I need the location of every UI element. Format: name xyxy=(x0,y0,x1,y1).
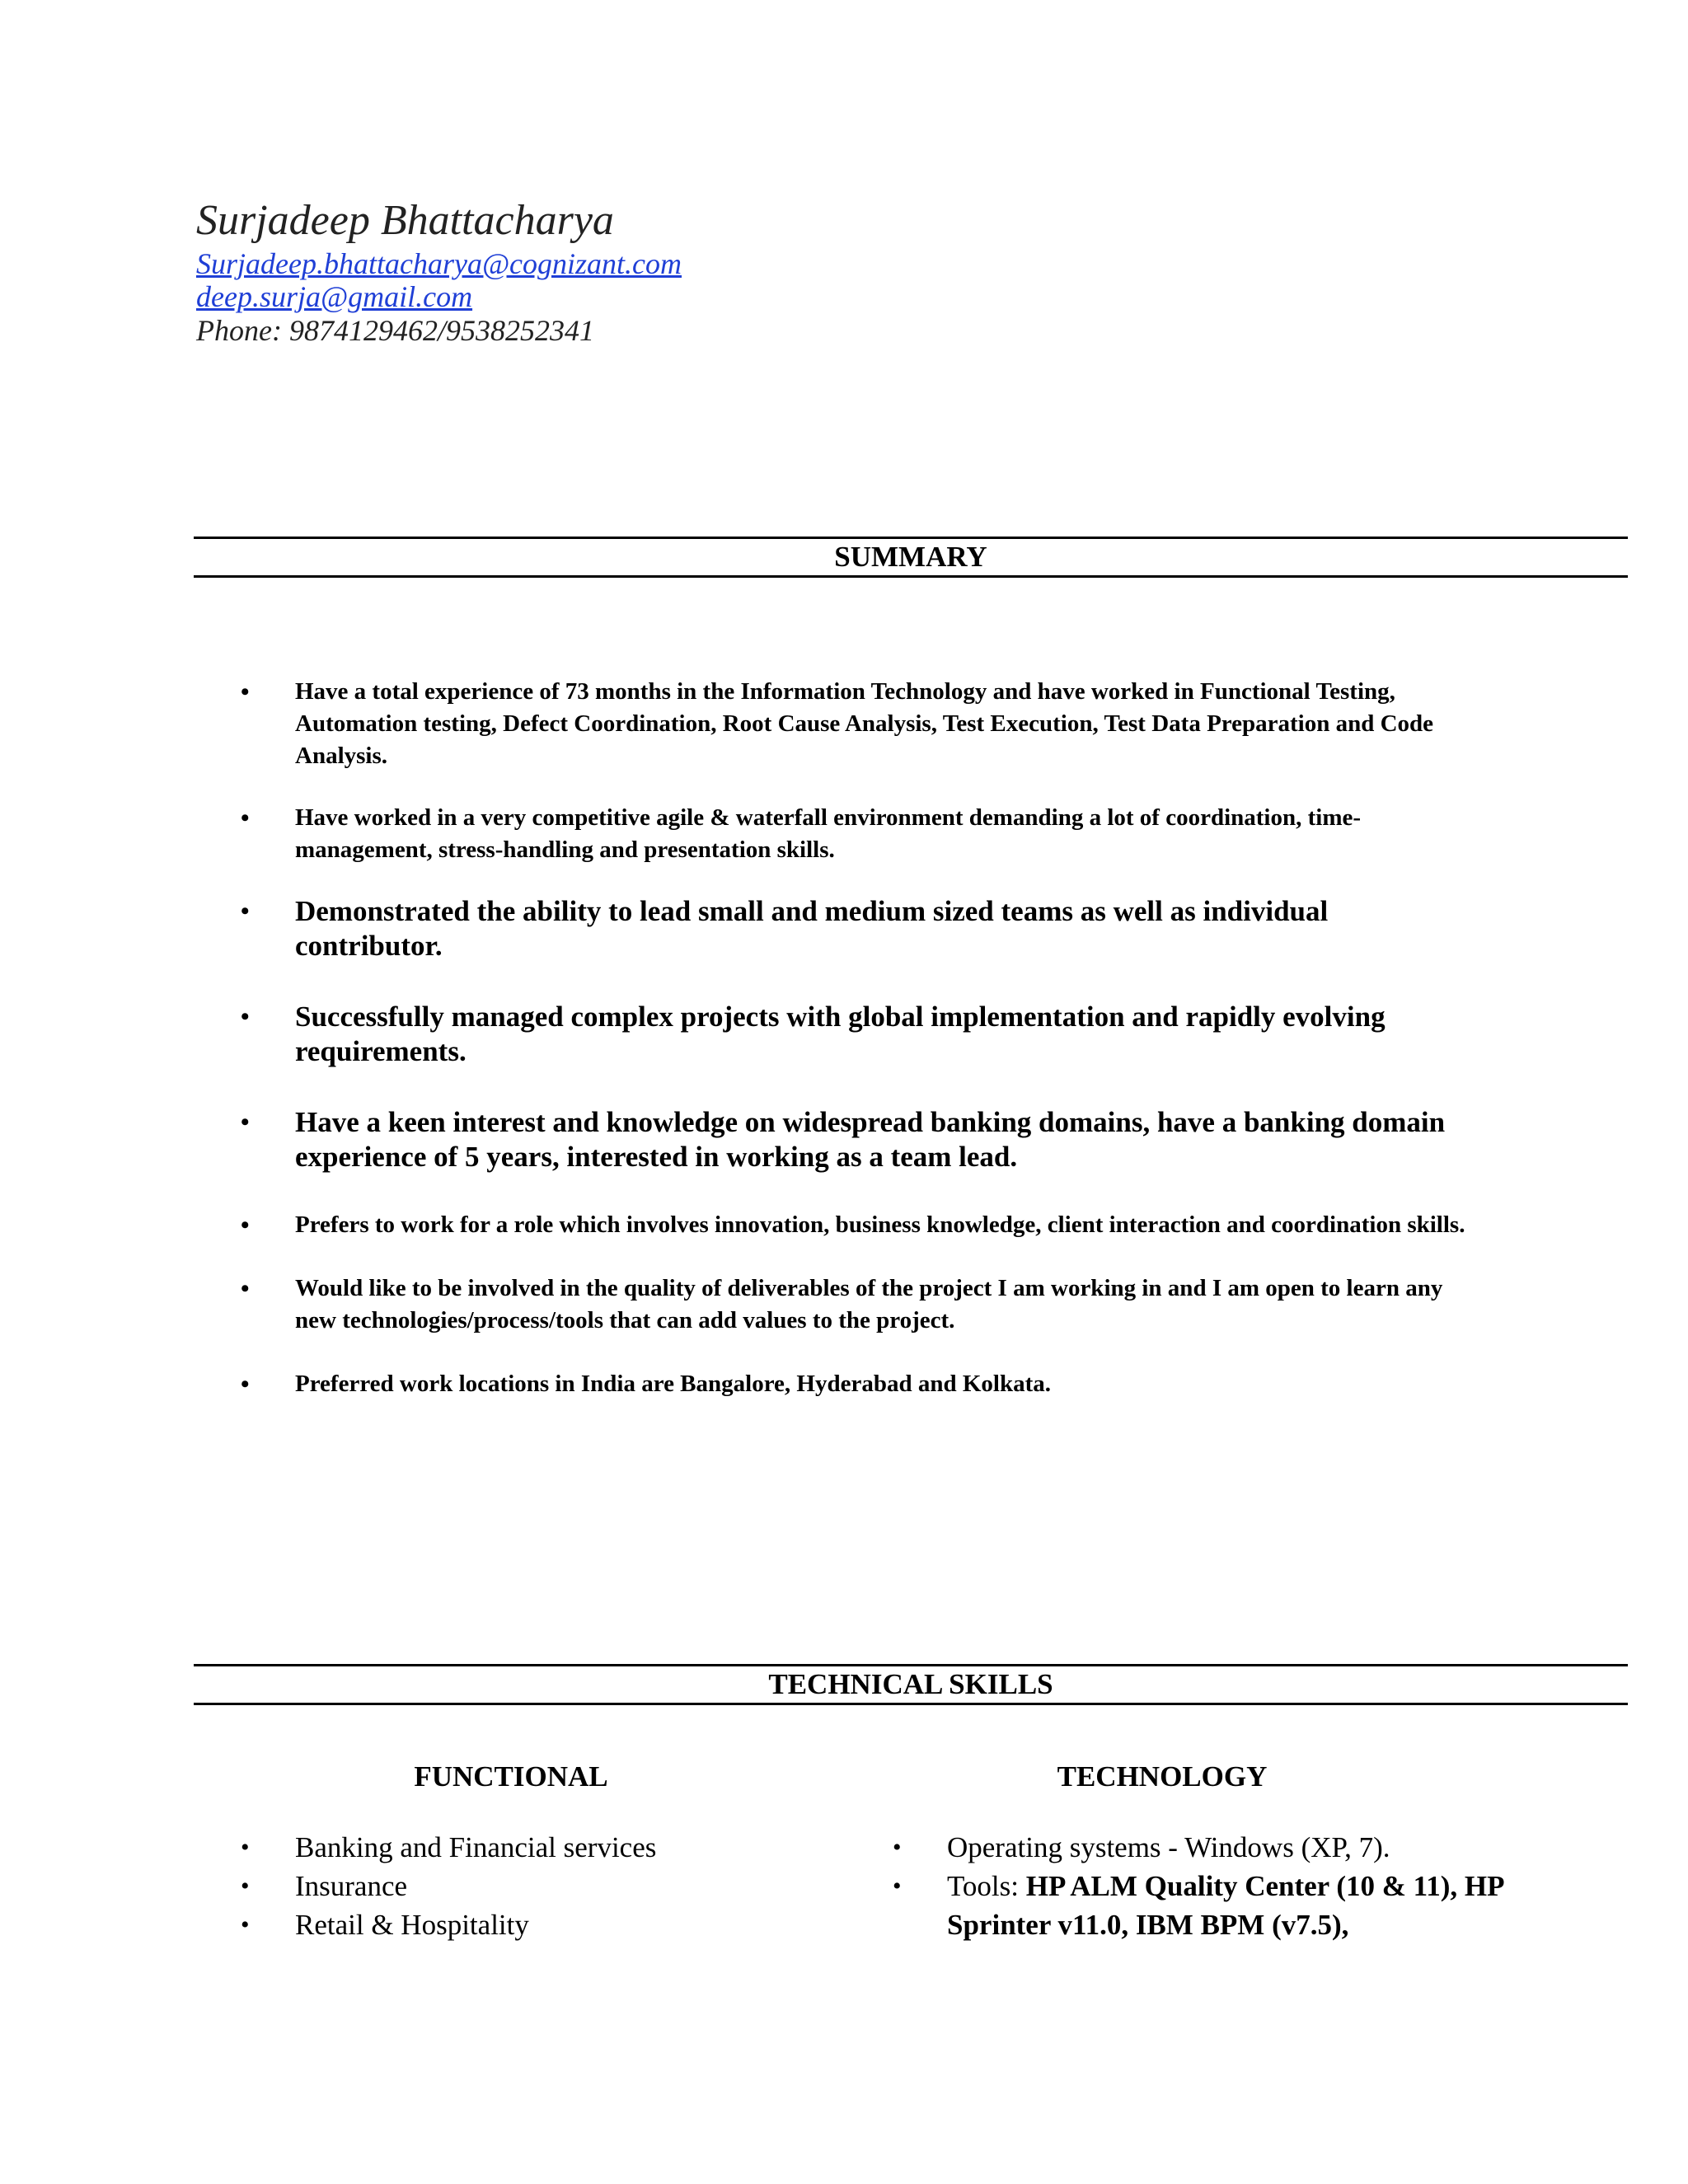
bullet-icon: • xyxy=(241,1212,250,1239)
bullet-icon: • xyxy=(241,1003,250,1030)
tools-label: Tools: xyxy=(947,1870,1026,1902)
bullet-icon: • xyxy=(893,1872,902,1900)
summary-heading: SUMMARY xyxy=(194,537,1628,578)
list-item xyxy=(241,1905,752,1944)
summary-text: Demonstrated the ability to lead small and medium sized teams as well as individual contributor. xyxy=(295,895,1329,962)
bullet-icon: • xyxy=(241,1275,250,1302)
list-item xyxy=(241,1105,1477,1174)
work-email-link[interactable]: Surjadeep.bhattacharya@cognizant.com xyxy=(196,247,682,280)
phone-number: Phone: 9874129462/9538252341 xyxy=(196,314,594,347)
bullet-icon: • xyxy=(241,1911,250,1938)
bullet-icon: • xyxy=(241,804,250,832)
operating-systems: Operating systems - Windows (XP, 7). xyxy=(947,1831,1390,1863)
summary-text: Would like to be involved in the quality of deliverables of the project I am working in and I am open to learn any new technologies/process/tools that can add values to the project. xyxy=(295,1275,1443,1333)
contact-header xyxy=(196,194,1185,348)
functional-skills-list xyxy=(241,1828,752,1944)
summary-list xyxy=(241,676,1477,1400)
summary-text: Have a keen interest and knowledge on widespread banking domains, have a banking domain experience of 5 years, interested in working as a team lead. xyxy=(295,1106,1446,1173)
summary-text: Successfully managed complex projects with global implementation and rapidly evolving requirements. xyxy=(295,1001,1386,1067)
bullet-icon: • xyxy=(241,1834,250,1861)
list-item xyxy=(241,1828,752,1867)
list-item xyxy=(893,1867,1519,1944)
bullet-icon: • xyxy=(241,678,250,705)
list-item xyxy=(241,1209,1477,1241)
summary-text: Prefers to work for a role which involves innovation, business knowledge, client interaction and coordination skills. xyxy=(295,1212,1465,1238)
technology-heading: TECHNOLOGY xyxy=(1057,1760,1268,1793)
list-item xyxy=(241,1368,1477,1400)
bullet-icon: • xyxy=(241,1108,250,1136)
list-item xyxy=(241,1867,752,1905)
list-item xyxy=(893,1828,1519,1867)
list-item xyxy=(241,1000,1477,1069)
technical-skills-heading: TECHNICAL SKILLS xyxy=(194,1664,1628,1705)
candidate-name: Surjadeep Bhattacharya xyxy=(196,197,614,244)
bullet-icon: • xyxy=(241,1371,250,1398)
technology-skills-list xyxy=(893,1828,1519,1944)
list-item xyxy=(241,676,1477,772)
summary-text: Preferred work locations in India are Bangalore, Hyderabad and Kolkata. xyxy=(295,1371,1052,1397)
bullet-icon: • xyxy=(241,1872,250,1900)
bullet-icon: • xyxy=(893,1834,902,1861)
list-item xyxy=(241,802,1477,866)
list-item xyxy=(241,894,1477,963)
functional-heading: FUNCTIONAL xyxy=(414,1760,608,1793)
list-item xyxy=(241,1272,1477,1337)
personal-email-link[interactable]: deep.surja@gmail.com xyxy=(196,280,473,313)
functional-skill: Retail & Hospitality xyxy=(295,1909,529,1941)
functional-skill: Banking and Financial services xyxy=(295,1831,657,1863)
functional-skill: Insurance xyxy=(295,1870,408,1902)
bullet-icon: • xyxy=(241,898,250,925)
tools-value: HP ALM Quality Center (10 & 11), HP Sprinter v11.0, IBM BPM (v7.5), xyxy=(947,1870,1503,1941)
summary-text: Have a total experience of 73 months in the Information Technology and have worked in Functional Testing, Automation testing, Defect Coordination, Root Cause Analysis, Test Execution, Test Data Preparation and Code Analysis. xyxy=(295,678,1434,769)
summary-text: Have worked in a very competitive agile & waterfall environment demanding a lot of coordination, time-management, stress-handling and presentation skills. xyxy=(295,804,1362,863)
